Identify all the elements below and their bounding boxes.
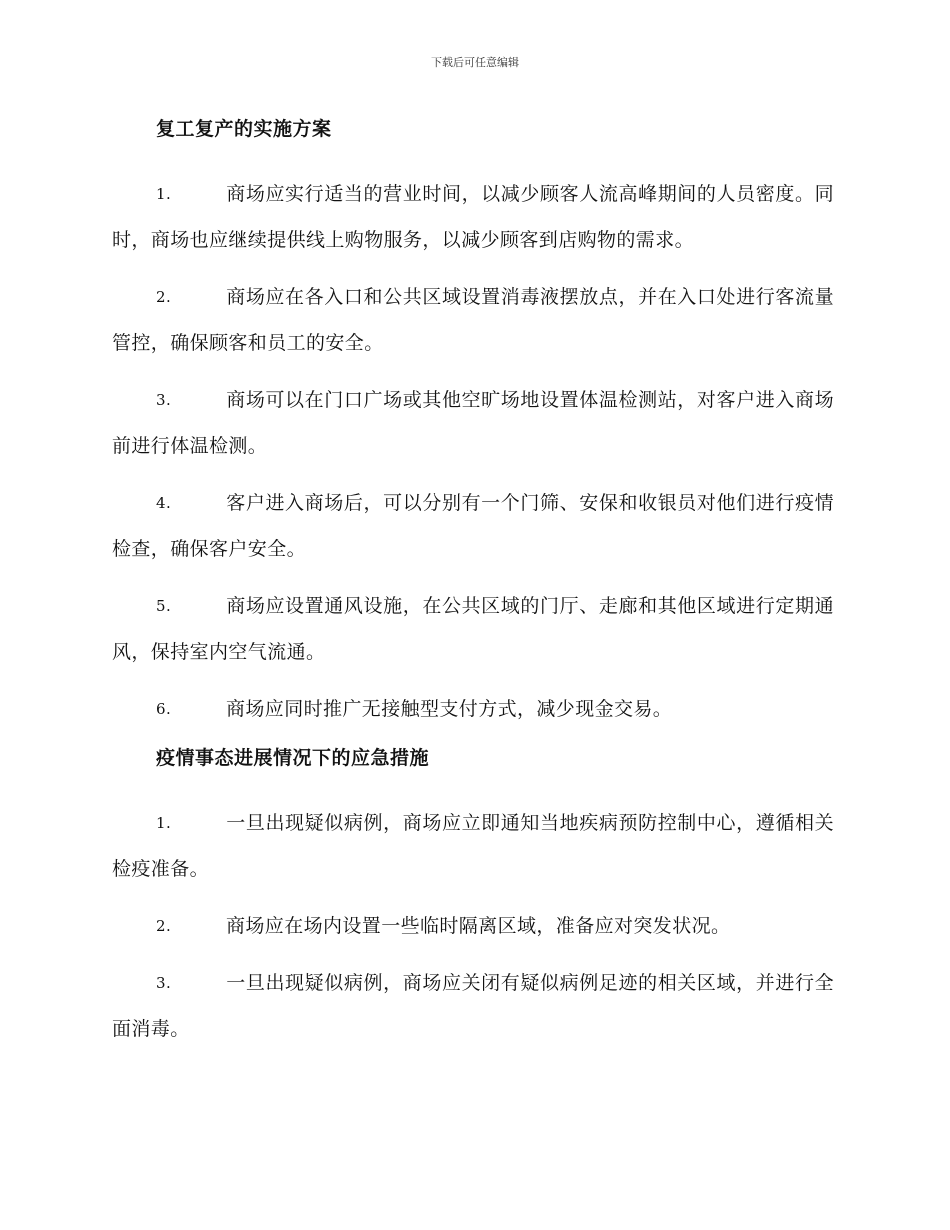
header-note: 下载后可任意编辑 bbox=[431, 56, 519, 69]
document-body bbox=[112, 114, 834, 1063]
implementation-list bbox=[112, 171, 834, 732]
emergency-list bbox=[112, 800, 834, 1052]
list-item bbox=[112, 903, 834, 949]
list-item bbox=[112, 583, 834, 675]
section-title-implementation: 复工复产的实施方案 bbox=[156, 118, 332, 140]
item-text: 商场应在各入口和公共区域设置消毒液摆放点，并在入口处进行客流量管控，确保顾客和员工的安全。 bbox=[112, 286, 834, 354]
item-text: 商场应设置通风设施，在公共区域的门厅、走廊和其他区域进行定期通风，保持室内空气流通。 bbox=[112, 595, 834, 663]
section-title-emergency: 疫情事态进展情况下的应急措施 bbox=[156, 747, 430, 769]
list-item bbox=[112, 377, 834, 469]
list-item bbox=[112, 480, 834, 572]
item-text: 客户进入商场后，可以分别有一个门筛、安保和收银员对他们进行疫情检查，确保客户安全。 bbox=[112, 492, 834, 560]
item-number: 4. bbox=[156, 494, 172, 512]
list-item bbox=[112, 274, 834, 366]
item-number: 1. bbox=[156, 814, 172, 832]
list-item bbox=[112, 171, 834, 263]
item-number: 2. bbox=[156, 917, 172, 935]
list-item bbox=[112, 960, 834, 1052]
item-number: 2. bbox=[156, 288, 172, 306]
item-text: 一旦出现疑似病例，商场应关闭有疑似病例足迹的相关区域，并进行全面消毒。 bbox=[112, 972, 834, 1040]
item-text: 商场应在场内设置一些临时隔离区域，准备应对突发状况。 bbox=[226, 915, 731, 937]
list-item bbox=[112, 800, 834, 892]
item-text: 商场应实行适当的营业时间，以减少顾客人流高峰期间的人员密度。同时，商场也应继续提供线上购物服务，以减少顾客到店购物的需求。 bbox=[112, 183, 834, 251]
item-number: 3. bbox=[156, 391, 172, 409]
item-text: 一旦出现疑似病例，商场应立即通知当地疾病预防控制中心，遵循相关检疫准备。 bbox=[112, 812, 834, 880]
item-text: 商场应同时推广无接触型支付方式，减少现金交易。 bbox=[226, 698, 673, 720]
list-item bbox=[112, 686, 834, 732]
item-number: 1. bbox=[156, 185, 172, 203]
item-number: 3. bbox=[156, 974, 172, 992]
item-number: 6. bbox=[156, 700, 172, 718]
item-text: 商场可以在门口广场或其他空旷场地设置体温检测站，对客户进入商场前进行体温检测。 bbox=[112, 389, 834, 457]
item-number: 5. bbox=[156, 597, 172, 615]
